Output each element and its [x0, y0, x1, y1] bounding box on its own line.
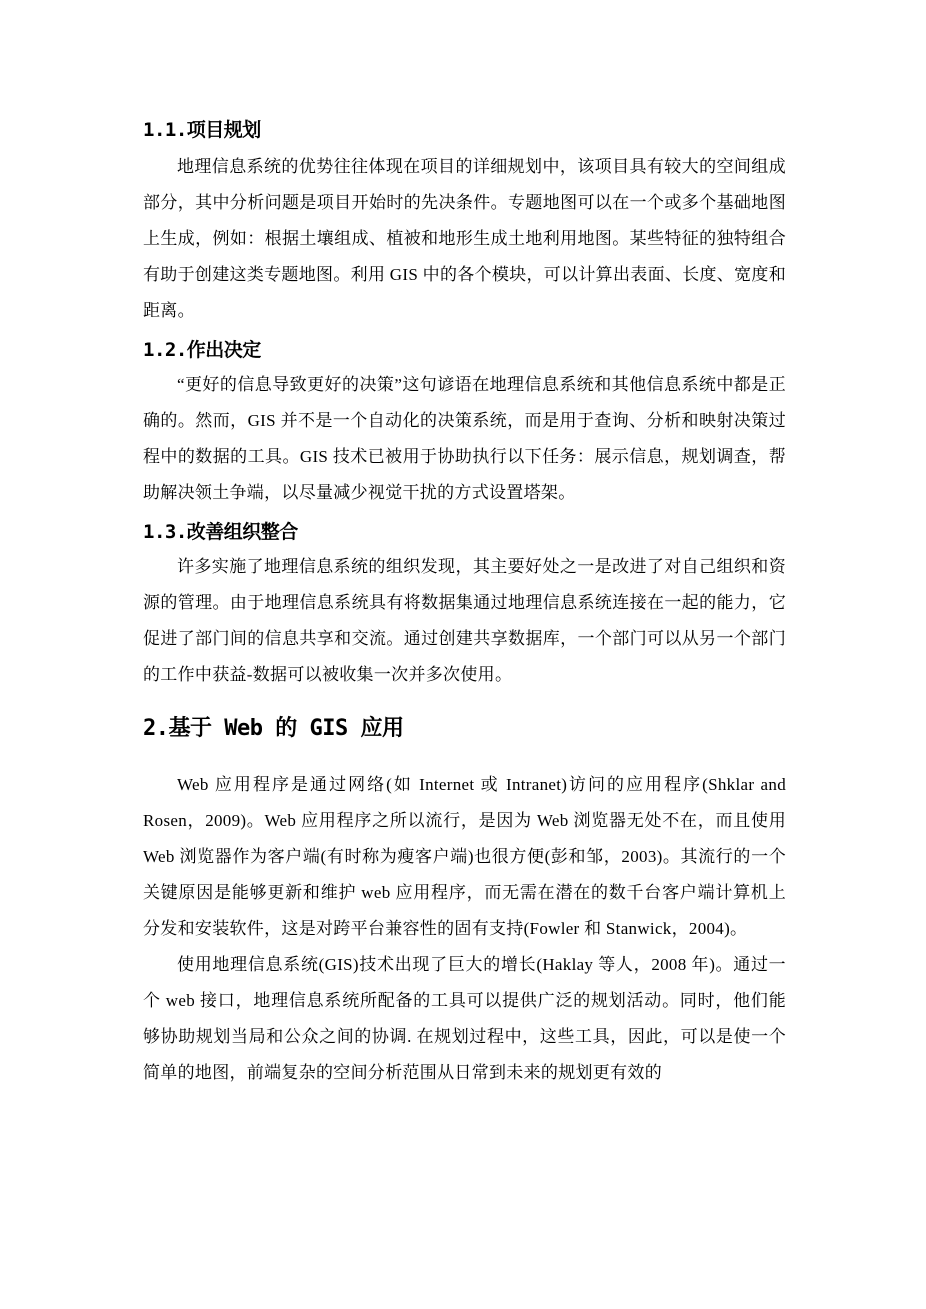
chapter-paragraph-2-1: Web 应用程序是通过网络(如 Internet 或 Intranet)访问的应用程序(Shklar and Rosen，2009)。Web 应用程序之所以流行，是因为 Web 浏览器无处不在，而且使用 Web 浏览器作为客户端(有时称为瘦客户端)也很方便(彭和邹，2003)。其流行的一个关键原因是能够更新和维护 web 应用程序，而无需在潜在的数千台客户端计算机上分发和安装软件，这是对跨平台兼容性的固有支持(Fowler 和 Stanwick，2004)。	[143, 775, 786, 938]
section-paragraph-1-1: 地理信息系统的优势往往体现在项目的详细规划中，该项目具有较大的空间组成部分，其中分析问题是项目开始时的先决条件。专题地图可以在一个或多个基础地图上生成，例如：根据土壤组成、植被和地形生成土地利用地图。某些特征的独特组合有助于创建这类专题地图。利用 GIS 中的各个模块，可以计算出表面、长度、宽度和距离。	[143, 157, 786, 320]
chapter-heading-2: 2.基于 Web 的 GIS 应用	[143, 716, 404, 741]
section-heading-1-2: 1.2.作出决定	[143, 339, 261, 361]
section-heading-1-1: 1.1.项目规划	[143, 119, 261, 141]
document-page	[143, 118, 786, 1091]
section-heading-1-3: 1.3.改善组织整合	[143, 521, 298, 543]
section-paragraph-1-3: 许多实施了地理信息系统的组织发现，其主要好处之一是改进了对自己组织和资源的管理。由于地理信息系统具有将数据集通过地理信息系统连接在一起的能力，它促进了部门间的信息共享和交流。通过创建共享数据库，一个部门可以从另一个部门的工作中获益-数据可以被收集一次并多次使用。	[143, 557, 786, 684]
chapter-paragraph-2-2: 使用地理信息系统(GIS)技术出现了巨大的增长(Haklay 等人，2008 年)。通过一个 web 接口，地理信息系统所配备的工具可以提供广泛的规划活动。同时，他们能够协助规划当局和公众之间的协调. 在规划过程中，这些工具，因此，可以是使一个简单的地图，前端复杂的空间分析范围从日常到未来的规划更有效的	[143, 955, 786, 1082]
section-paragraph-1-2: “更好的信息导致更好的决策”这句谚语在地理信息系统和其他信息系统中都是正确的。然而，GIS 并不是一个自动化的决策系统，而是用于查询、分析和映射决策过程中的数据的工具。GIS 技术已被用于协助执行以下任务：展示信息，规划调查，帮助解决领土争端，以尽量减少视觉干扰的方式设置塔架。	[143, 375, 786, 502]
